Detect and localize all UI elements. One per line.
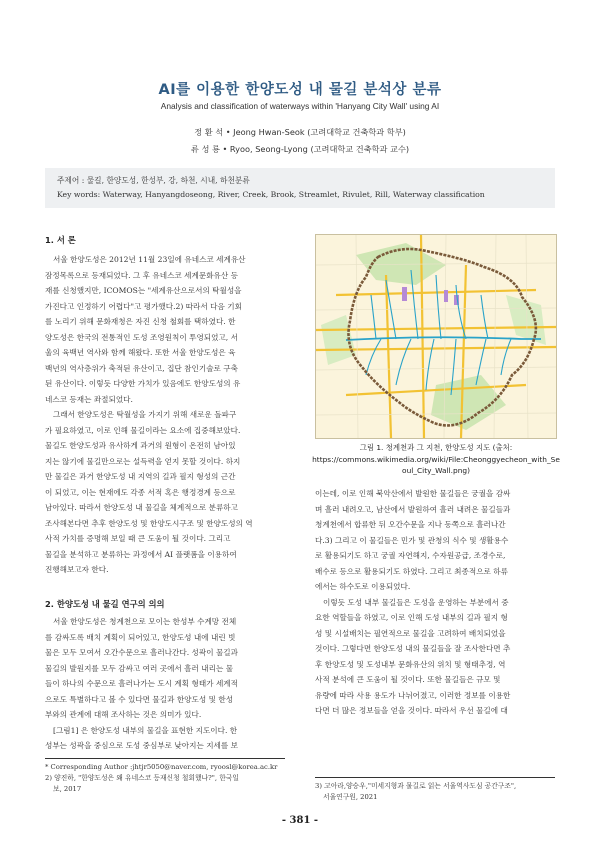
figure-caption (312, 442, 560, 477)
footnote-line: 보, 2017 (53, 785, 82, 793)
section-2-paragraph (45, 614, 288, 754)
s2-line: 으로도 특별하다고 볼 수 있다면 물길과 한양도성 및 한성 (45, 694, 234, 704)
right-line: 배수로 등으로 활용되기도 하였다. 그리고 최종적으로 하류 (315, 566, 508, 576)
s2-line: 를 감싸도록 배치 계획이 되어있고, 한양도성 내에 내린 빗 (45, 632, 236, 642)
paper-subtitle: Analysis and classification of waterways within 'Hanyang City Wall' using AI (160, 101, 440, 111)
right-line: 다.3) 그리고 이 물길들은 민가 및 관청의 식수 및 생활용수 (315, 535, 509, 545)
left-footnotes (45, 762, 290, 795)
right-line: 것이다. 그렇다면 한양도성 내의 물길들을 잘 조사한다면 추 (315, 644, 511, 653)
right-line: 이는데, 이로 인해 북악산에서 발원한 물길들은 궁궐을 감싸 (315, 489, 511, 498)
intro-line: 물길도 한양도성과 유사하게 과거의 원형이 온전히 남아있 (45, 441, 236, 450)
keyword-box (45, 168, 555, 208)
right-line: 후 한양도성 및 도성내부 문화유산의 위치 및 형태추정, 역 (315, 659, 506, 669)
footnote-divider (45, 758, 285, 759)
right-line: 성 및 시설배치는 필연적으로 물길을 고려하여 배치되었을 (315, 628, 506, 638)
intro-line: 백년의 역사층위가 축적된 유산이고, 집단 참인기술로 구축 (45, 363, 238, 373)
right-line: 로 활용되기도 하고 궁궐 자연해지, 수자원공급, 조경수로, (315, 551, 506, 560)
intro-line: 네스코 등재는 좌절되었다. (45, 394, 133, 404)
footnote-line: 서울연구원, 2021 (323, 793, 378, 801)
intro-line: 가 필요하였고, 이로 인해 물길이라는 요소에 집중해보았다. (45, 425, 241, 435)
intro-line: 울의 육백년 역사와 함께 해왔다. 또한 서울 한양도성은 육 (45, 348, 236, 357)
intro-line: 된 유산이다. 이렇듯 다양한 가치가 있음에도 한양도성의 유 (45, 379, 241, 388)
s2-line: [그림1] 은 한양도성 내부의 물길을 표현한 지도이다. 한 (53, 725, 238, 735)
intro-line: 서울 한양도성은 2012년 11월 23일에 유네스코 세계유산 (53, 255, 246, 264)
s2-line: 물은 모두 모여서 오간수문으로 흘러나간다. 성곽이 물길과 (45, 648, 238, 657)
s2-line: 들이 하나의 수문으로 흘러나가는 도시 계획 형태가 세계적 (45, 679, 238, 688)
intro-line: 잠정목록으로 등재되었다. 그 후 유네스코 세계문화유산 등 (45, 270, 238, 280)
intro-line: 양도성은 한국의 전통적인 도성 조영원칙이 투영되었고, 서 (45, 332, 238, 342)
intro-line: 지는 않기에 물길만으로는 설득력을 얻지 못할 것이다. 하지 (45, 456, 241, 466)
intro-paragraph (45, 252, 288, 578)
footnote-line: 2) 양진하, "한양도성은 왜 유네스코 등재신청 철회했나?", 한국일 (45, 774, 239, 782)
intro-line: 그래서 한양도성은 탁월성을 가지기 위해 새로운 돌파구 (53, 410, 237, 419)
intro-line: 조사해본다면 추후 한양도성 및 한양도시구조 및 한양도성의 역 (45, 518, 253, 528)
intro-line: 이 되었고, 이는 현재에도 각종 서적 혹은 행정경계 등으로 (45, 487, 236, 497)
right-line: 요한 역할들을 하였고, 이로 인해 도성 내부의 길과 필지 형 (315, 613, 508, 622)
right-footnote-divider (315, 777, 555, 778)
s2-line: 서울 한양도성은 청계천으로 모이는 한성부 수계망 전체 (53, 617, 237, 626)
footnote-line: 3) 고아라,양승우,"미세지형과 물길로 읽는 서울역사도심 공간구조", (315, 782, 517, 790)
intro-line: 가진다고 인정하기 어렵다"고 평가했다.2) 따라서 다음 기회 (45, 301, 242, 311)
footnote-line: * Corresponding Author :jhtjr5050@naver.com, ryoosl@korea.ac.kr (45, 763, 278, 771)
intro-line: 만 물길은 과거 한양도성 내 지역의 길과 필지 형성의 근간 (45, 472, 236, 481)
caption-line: oul_City_Wall.png) (402, 466, 470, 475)
caption-line: 그림 1. 청계천과 그 지천, 한양도성 지도 (출처: (359, 443, 513, 452)
right-line: 이렇듯 도성 내부 물길들은 도성을 운영하는 부분에서 중 (323, 597, 509, 607)
s2-line: 성부는 성곽을 중심으로 도성 중심부로 낮아지는 지세를 보 (45, 741, 238, 750)
right-line: 며 흘러 내려오고, 남산에서 발원하여 흘러 내려온 물길들과 (315, 504, 511, 514)
right-line: 다면 더 많은 정보들을 얻을 것이다. 따라서 우선 물길에 대 (315, 706, 508, 715)
caption-line: https://commons.wikimedia.org/wiki/File:Cheonggyecheon_with_Se (312, 454, 560, 464)
author-2: 류 성 룡 • Ryoo, Seong-Lyong (고려대학교 건축학과 교수) (190, 144, 410, 154)
intro-line: 진행해보고자 한다. (45, 565, 109, 574)
intro-line: 사적 가치를 증명해 보일 때 큰 도움이 될 것이다. 그리고 (45, 534, 231, 543)
author-1: 정 환 석 • Jeong Hwan-Seok (고려대학교 건축학과 학부) (194, 127, 406, 137)
intro-line: 를 노리기 위해 문화재청은 자진 신청 철회를 택하였다. 한 (45, 317, 236, 326)
intro-line: 물길을 분석하고 분류하는 과정에서 AI 플랫폼을 이용하여 (45, 549, 237, 559)
intro-line: 남아있다. 따라서 한양도성 내 물길을 체계적으로 분류하고 (45, 503, 238, 512)
right-line: 에서는 하수도로 이용되었다. (315, 582, 411, 591)
right-line: 사적 분석에 큰 도움이 될 것이다. 또한 물길들은 규모 및 (315, 675, 501, 684)
s2-line: 물길의 발원지를 모두 감싸고 여러 곳에서 흘러 내리는 물 (45, 663, 234, 673)
keywords-english: Key words: Waterway, Hanyangdoseong, River, Creek, Brook, Streamlet, Rivulet, Rill, Waterway classification (57, 190, 485, 199)
map-illustration (316, 235, 556, 438)
section-2-heading: 2. 한양도성 내 물길 연구의 의의 (45, 599, 165, 609)
paper-title: AI를 이용한 한양도성 내 물길 분석상 분류 (158, 82, 442, 98)
page-number: - 381 - (281, 815, 319, 826)
s2-line: 부와의 관계에 대해 조사하는 것은 의미가 있다. (45, 710, 202, 719)
right-footnotes (315, 781, 560, 803)
right-line: 청계천에서 합류한 뒤 오간수문을 지나 동쪽으로 흘러나간 (315, 520, 506, 529)
right-line: 유량에 따라 사용 용도가 나뉘어졌고, 이러한 정보를 이용한 (315, 690, 511, 700)
figure-map (315, 234, 557, 439)
section-1-heading: 1. 서 론 (45, 235, 76, 245)
intro-line: 재를 신청했지만, ICOMOS는 "세계유산으로서의 탁월성을 (45, 286, 242, 295)
right-column-paragraph (315, 486, 555, 719)
keywords-korean: 주제어 : 물길, 한양도성, 한성부, 강, 하천, 시내, 하천분류 (57, 176, 250, 185)
